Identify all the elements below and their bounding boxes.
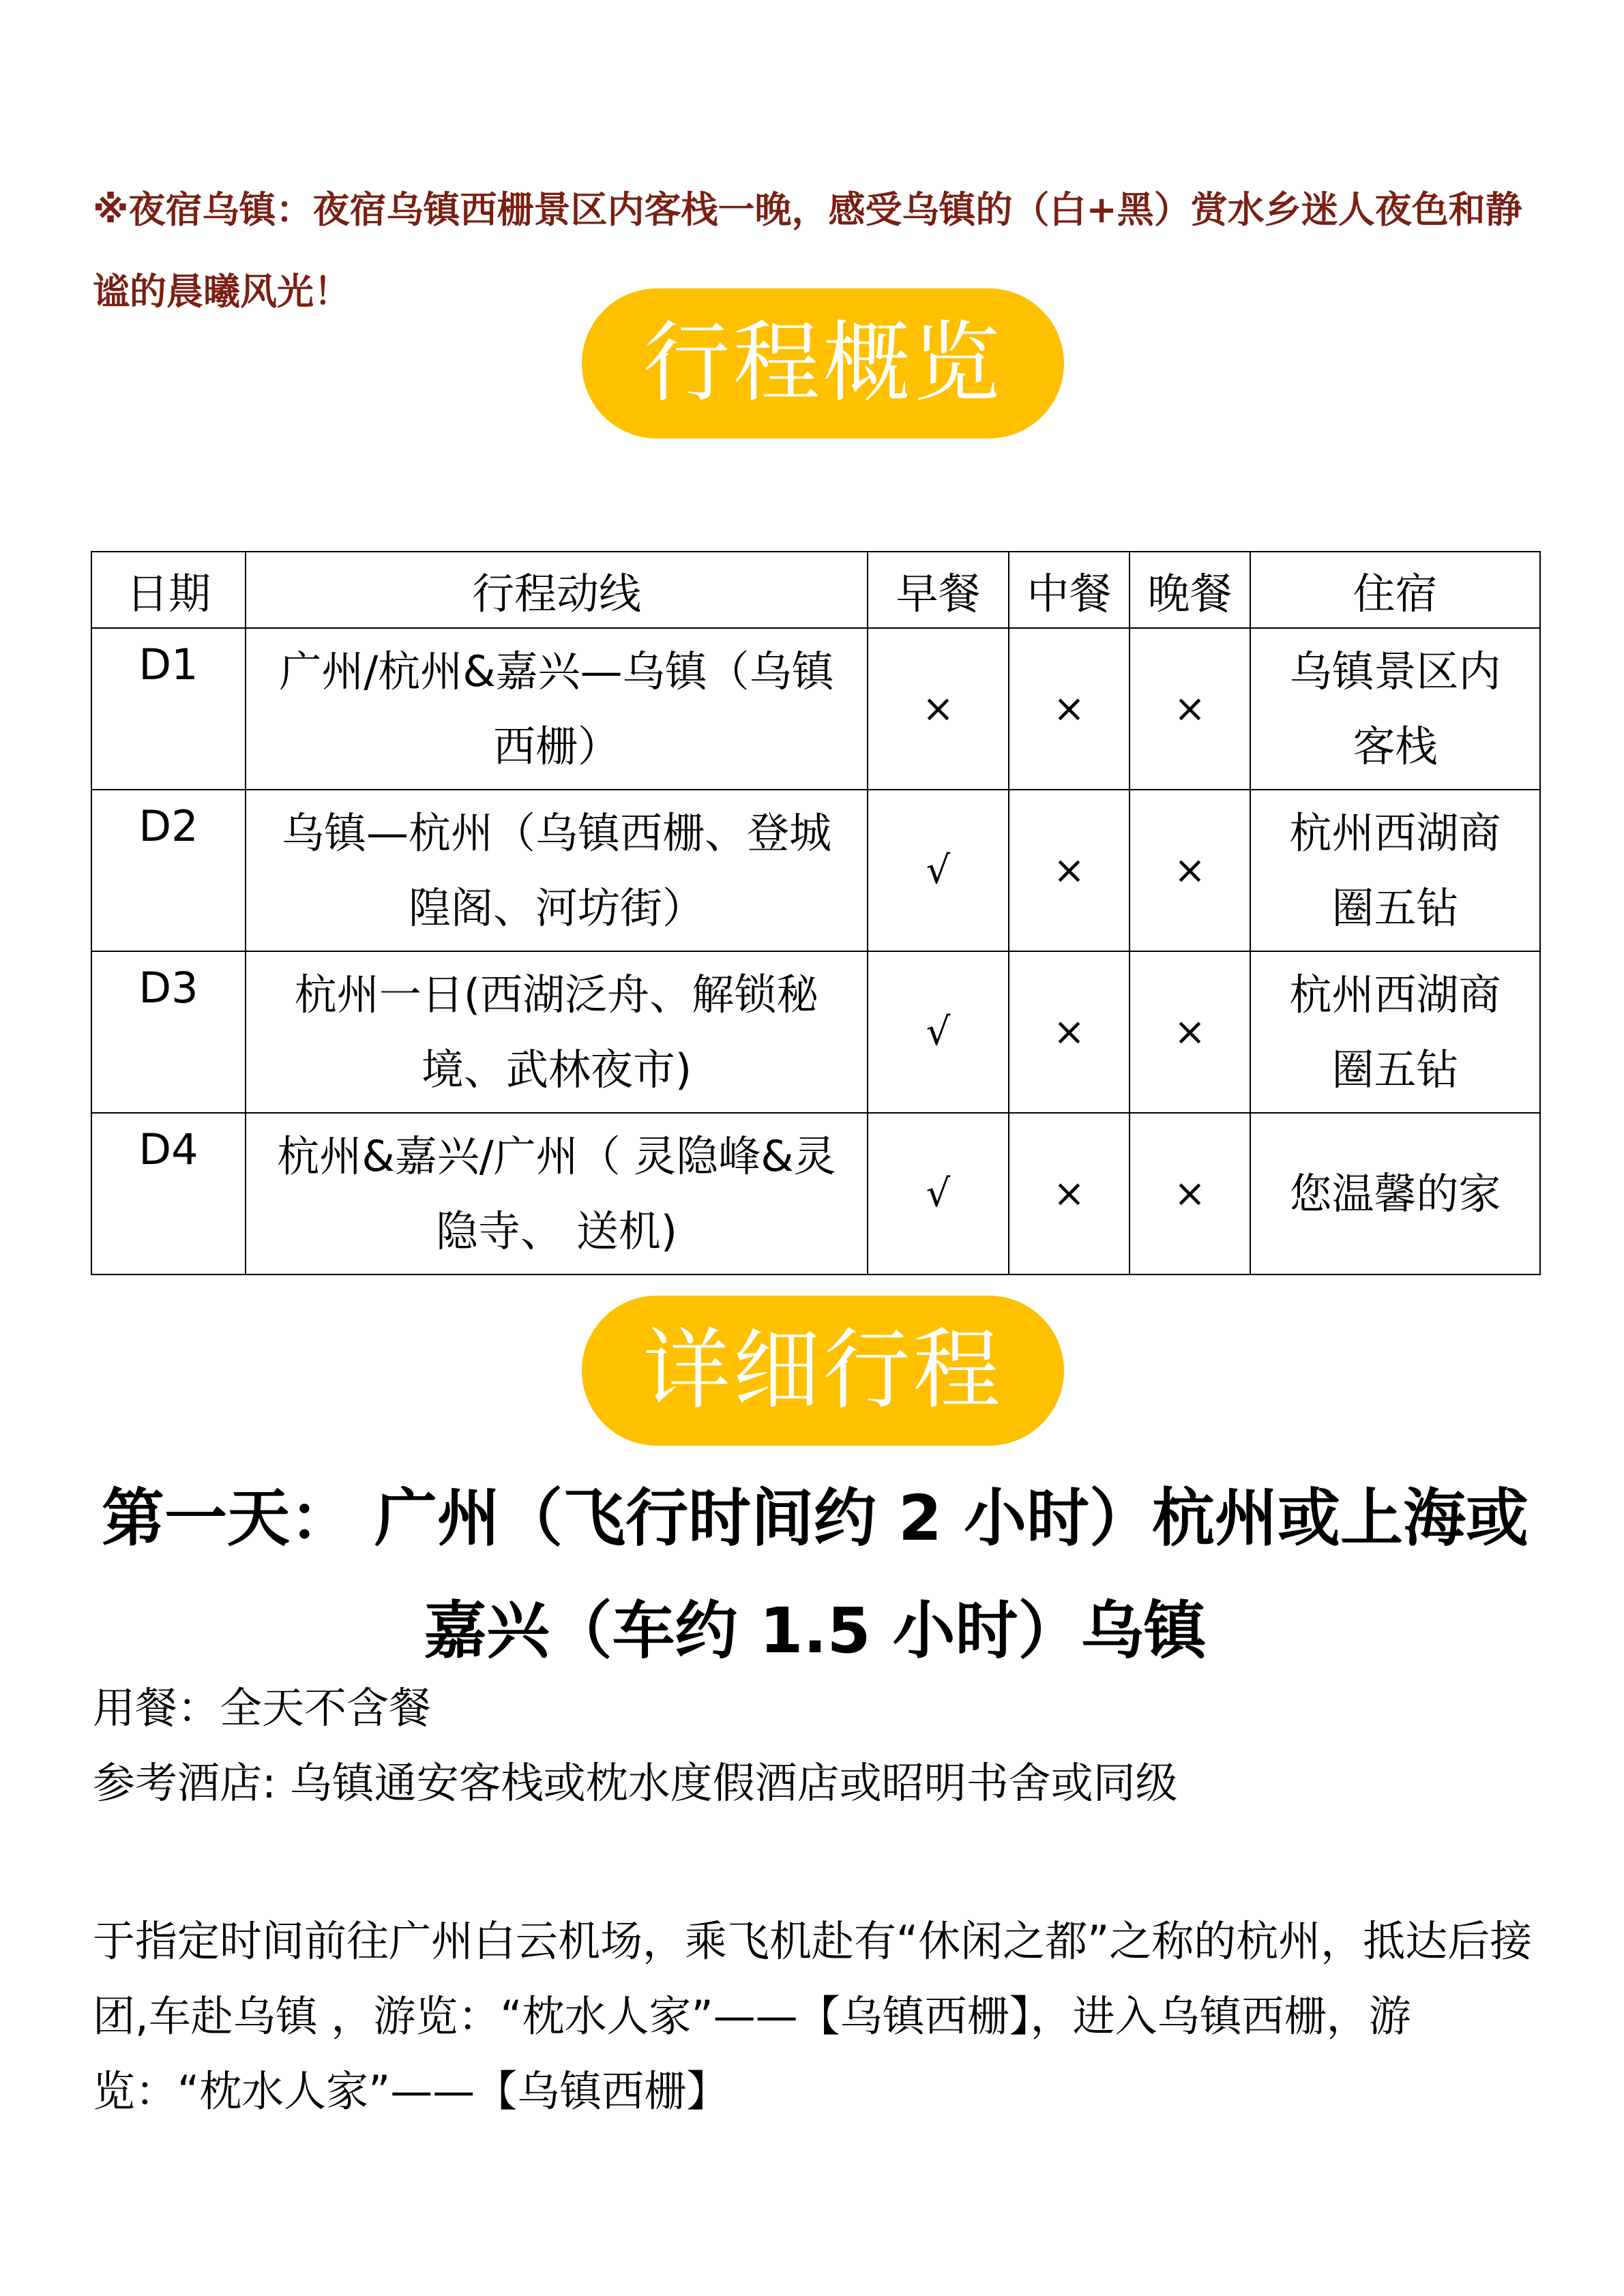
day-cell: D4 <box>91 1113 246 1274</box>
table-row <box>91 951 1540 1113</box>
detail-title: 详细行程 <box>582 1296 1064 1446</box>
lunch-cell: × <box>1009 951 1130 1113</box>
dinner-cell: × <box>1130 628 1250 790</box>
lunch-cell: × <box>1009 628 1130 790</box>
lunch-cell: × <box>1009 1113 1130 1274</box>
header-route: 行程动线 <box>246 552 868 628</box>
day-cell: D2 <box>91 790 246 951</box>
route-cell: 杭州一日(西湖泛舟、解锁秘境、武林夜市) <box>246 951 868 1113</box>
breakfast-cell: √ <box>868 1113 1009 1274</box>
overview-title: 行程概览 <box>582 288 1064 438</box>
intro-note: ※夜宿乌镇：夜宿乌镇西栅景区内客栈一晚，感受乌镇的（白+黑）赏水乡迷人夜色和静谧的晨曦风光！ <box>93 188 1522 313</box>
header-dinner: 晚餐 <box>1130 552 1250 628</box>
route-cell: 乌镇—杭州（乌镇西栅、登城隍阁、河坊街） <box>246 790 868 951</box>
header-accommodation: 住宿 <box>1250 552 1540 628</box>
stay-cell: 乌镇景区内客栈 <box>1250 628 1540 790</box>
breakfast-cell: √ <box>868 790 1009 951</box>
dinner-cell: × <box>1130 790 1250 951</box>
day1-heading: 第一天： 广州（飞行时间约 2 小时）杭州或上海或嘉兴（车约 1.5 小时）乌镇 <box>101 1482 1529 1667</box>
stay-cell: 杭州西湖商圈五钻 <box>1250 951 1540 1113</box>
route-cell: 广州/杭州&嘉兴—乌镇（乌镇西栅） <box>246 628 868 790</box>
stay-cell: 杭州西湖商圈五钻 <box>1250 790 1540 951</box>
breakfast-cell: × <box>868 628 1009 790</box>
day-cell: D3 <box>91 951 246 1113</box>
table-row <box>91 628 1540 790</box>
lunch-cell: × <box>1009 790 1130 951</box>
header-lunch: 中餐 <box>1009 552 1130 628</box>
itinerary-table <box>91 551 1541 1275</box>
dinner-cell: × <box>1130 951 1250 1113</box>
table-header-row <box>91 552 1540 628</box>
stay-cell: 您温馨的家 <box>1250 1113 1540 1274</box>
header-date: 日期 <box>91 552 246 628</box>
table-row <box>91 790 1540 951</box>
breakfast-cell: √ <box>868 951 1009 1113</box>
route-cell: 杭州&嘉兴/广州（ 灵隐峰&灵隐寺、 送机) <box>246 1113 868 1274</box>
table-row <box>91 1113 1540 1274</box>
day1-meals: 用餐：全天不含餐 <box>93 1683 432 1733</box>
day1-hotel: 参考酒店: 乌镇通安客栈或枕水度假酒店或昭明书舍或同级 <box>93 1758 1178 1808</box>
header-breakfast: 早餐 <box>868 552 1009 628</box>
day1-description: 于指定时间前往广州白云机场，乘飞机赴有“休闲之都”之称的杭州，抵达后接团,车赴乌镇 ，游览：“枕水人家”——【乌镇西栅】，进入乌镇西栅，游览：“枕水人家”——【乌镇西栅】 <box>93 1916 1533 2116</box>
dinner-cell: × <box>1130 1113 1250 1274</box>
day-cell: D1 <box>91 628 246 790</box>
